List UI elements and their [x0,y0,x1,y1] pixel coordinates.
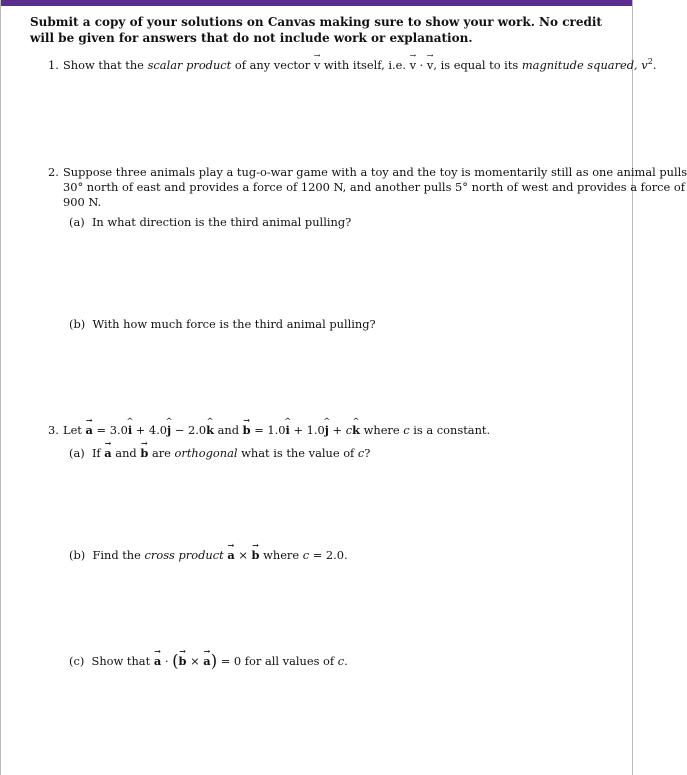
page-border-right [632,0,633,775]
problem-3c: (c) Show that a → · (b → × a →) = 0 for all values of c. [69,654,348,669]
problem-3-definition: Let a → = 3.0i ^ + 4.0j ^ − 2.0k ^ and b → = 1.0i ^ + 1.0j ^ + ck ^ where c is a constant. [63,423,490,438]
top-accent-bar [0,0,633,6]
problem-2a [69,215,351,230]
problem-3b: (b) Find the cross product a → × b → where c = 2.0. [69,548,348,563]
problem-2b-label: (b) [69,317,86,331]
problem-1-text: Show that the scalar product of any vector v → with itself, i.e. v → · v →, is equal to its magnitude squared, $v^2$. [63,58,656,73]
problem-1-number: 1. [48,58,59,72]
problem-2a-label: (a) [69,215,85,229]
problem-2-number: 2. [48,165,59,179]
problem-2b [69,317,376,332]
problem-3-number: 3. [48,423,59,437]
problem-2-line-1: Suppose three animals play a tug-o-war game with a toy and the toy is momentarily still as one animal pulls [63,165,687,179]
problem-2-line-3: 900 N. [63,195,102,209]
problem-3a: (a) If a → and b → are orthogonal what is the value of c? [69,446,370,461]
problem-2-line-2: 30° north of east and provides a force of 1200 N, and another pulls 5° north of west and provides a force of [63,180,685,194]
page-border-left [0,0,1,775]
instructions-text: Submit a copy of your solutions on Canvas making sure to show your work. No credit will be given for answers that do not include work or explanation. [30,15,602,46]
problem-2a-text: In what direction is the third animal pulling? [91,215,352,229]
problem-2b-text: With how much force is the third animal pulling? [92,317,376,331]
